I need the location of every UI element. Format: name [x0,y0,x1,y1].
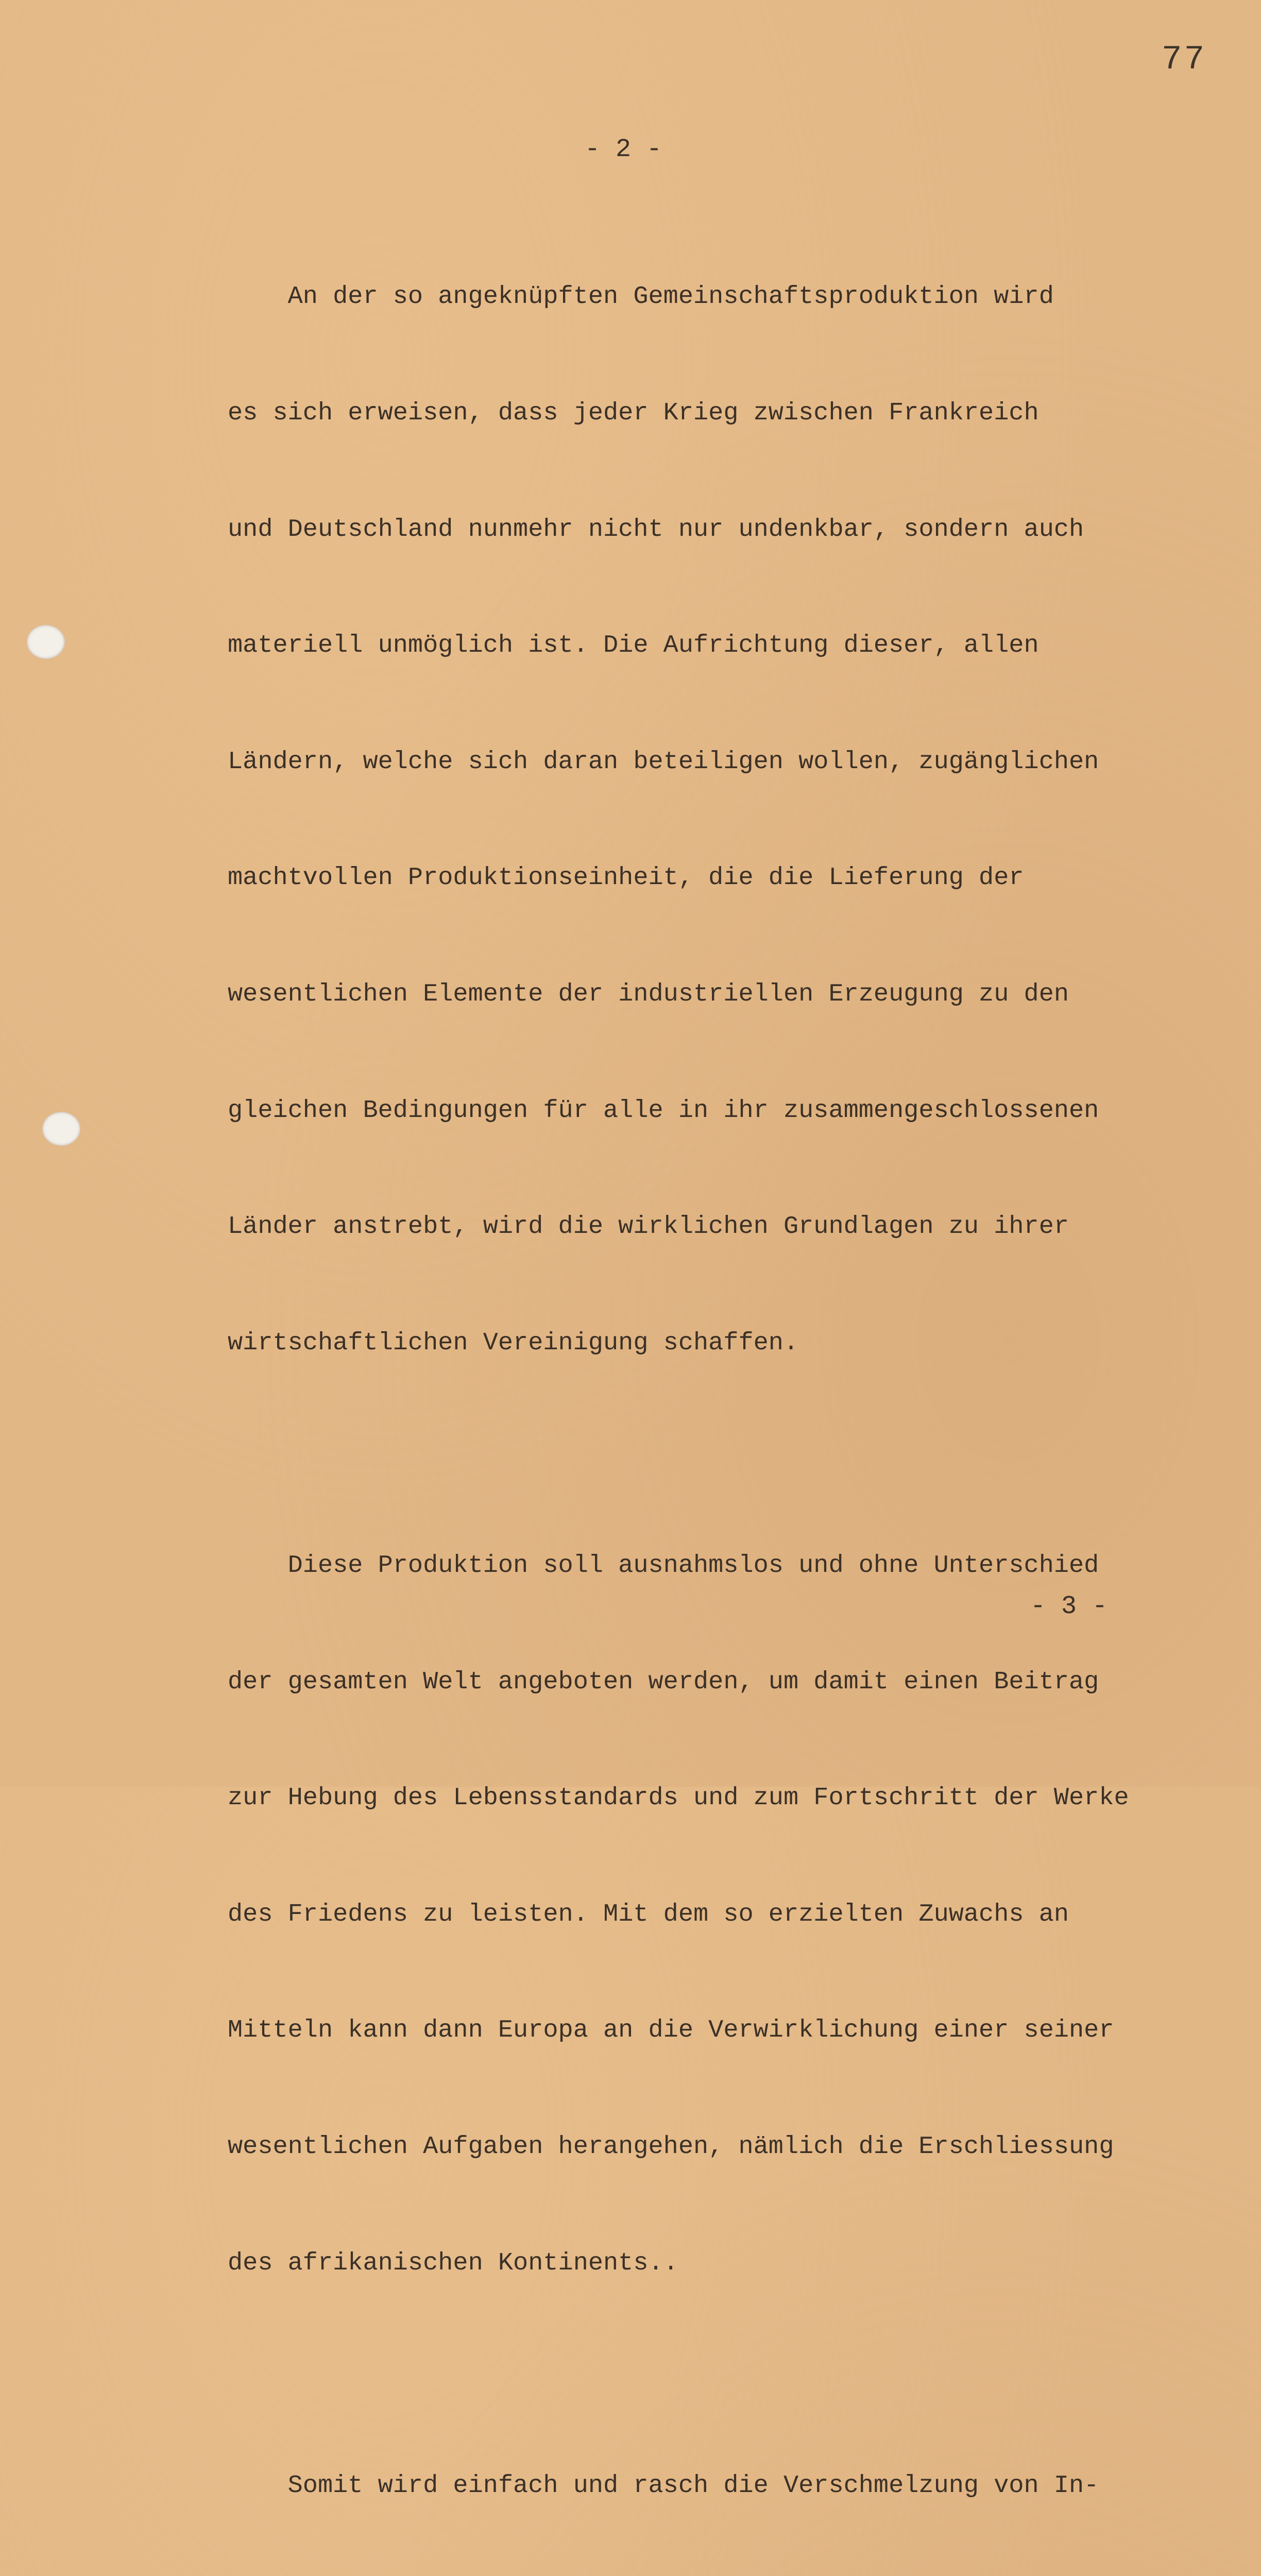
text-line: Länder anstrebt, wird die wirklichen Grundlagen zu ihrer [228,1212,1069,1241]
page-number: 77 [1162,40,1207,79]
page-header: - 2 - [585,135,662,164]
punch-hole [27,625,65,659]
text-line: zur Hebung des Lebensstandards und zum Fortschritt der Werke [228,1784,1129,1812]
text-line: Somit wird einfach und rasch die Verschmelzung von In- [228,2471,1099,2500]
punch-hole [42,1112,80,1146]
text-line: materiell unmöglich ist. Die Aufrichtung dieser, allen [228,631,1039,660]
text-line: des Friedens zu leisten. Mit dem so erzielten Zuwachs an [228,1900,1069,1928]
text-line: und Deutschland nunmehr nicht nur undenkbar, sondern auch [228,515,1084,544]
text-line: Diese Produktion soll ausnahmslos und ohne Unterschied [228,1551,1099,1580]
text-line: Ländern, welche sich daran beteiligen wollen, zugänglichen [228,747,1099,776]
text-line: wesentlichen Aufgaben herangehen, nämlich die Erschliessung [228,2132,1114,2161]
text-line: des afrikanischen Kontinents.. [228,2248,678,2277]
text-line: gleichen Bedingungen für alle in ihr zusammengeschlossenen [228,1096,1099,1125]
text-line: wirtschaftlichen Vereinigung schaffen. [228,1328,799,1357]
text-line: wesentlichen Elemente der industriellen Erzeugung zu den [228,980,1069,1009]
paragraph-1 [228,200,1206,1440]
text-line: An der so angeknüpften Gemeinschaftsproduktion wird [228,282,1054,311]
text-line: der gesamten Welt angeboten werden, um damit einen Beitrag [228,1667,1099,1696]
document-body [228,200,1206,2576]
paragraph-3 [228,2388,1206,2576]
text-line: Mitteln kann dann Europa an die Verwirklichung einer seiner [228,2016,1114,2045]
text-line: es sich erweisen, dass jeder Krieg zwischen Frankreich [228,399,1039,428]
page-footer: - 3 - [1030,1592,1108,1621]
text-line: machtvollen Produktionseinheit, die die Lieferung der [228,863,1024,892]
